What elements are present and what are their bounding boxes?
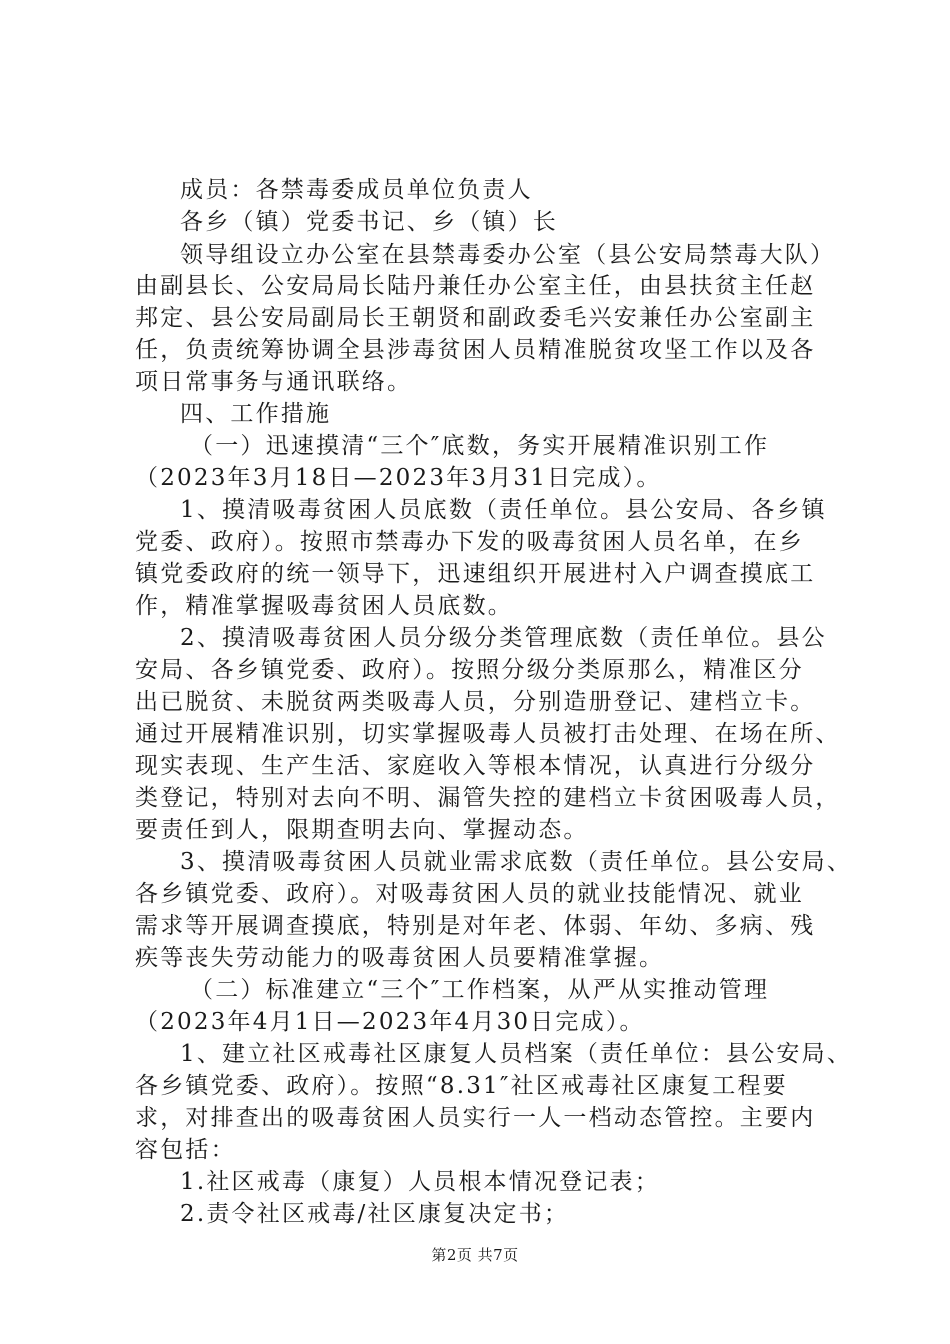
text-line: （2023年3月18日—2023年3月31日完成）。 xyxy=(135,465,662,491)
text-line: 求，对排查出的吸毒贫困人员实行一人一档动态管控。主要内 xyxy=(135,1105,816,1131)
text-line: 项日常事务与通讯联络。 xyxy=(135,369,413,395)
text-line: 要责任到人，限期查明去向、掌握动态。 xyxy=(135,817,589,843)
text-line: 3、摸清吸毒贫困人员就业需求底数（责任单位。县公安局、 xyxy=(180,849,853,875)
subsection-heading: （二）标准建立“三个″工作档案，从严从实推动管理 xyxy=(190,977,770,1003)
text-line: 各乡镇党委、政府）。按照“8.31″社区戒毒社区康复工程要 xyxy=(135,1073,788,1099)
section-heading: 四、工作措施 xyxy=(180,401,332,427)
text-line: 容包括： xyxy=(135,1137,236,1163)
text-line: 领导组设立办公室在县禁毒委办公室（县公安局禁毒大队） xyxy=(180,242,836,268)
text-line: 类登记，特别对去向不明、漏管失控的建档立卡贫困吸毒人员， xyxy=(135,785,841,811)
text-line: 由副县长、公安局局长陆丹兼任办公室主任，由县扶贫主任赵 xyxy=(135,273,816,299)
page-number-footer: 第2页 共7页 xyxy=(431,1246,519,1264)
text-line: 邦定、县公安局副局长王朝贤和副政委毛兴安兼任办公室副主 xyxy=(135,305,816,331)
text-line: 2、摸清吸毒贫困人员分级分类管理底数（责任单位。县公 xyxy=(180,625,827,651)
text-line: 出已脱贫、未脱贫两类吸毒人员，分别造册登记、建档立卡。 xyxy=(135,689,816,715)
list-item: 1.社区戒毒（康复）人员根本情况登记表； xyxy=(180,1169,660,1195)
subsection-heading: （一）迅速摸清“三个″底数，务实开展精准识别工作 xyxy=(190,433,770,459)
text-line: 成员：各禁毒委成员单位负责人 xyxy=(180,177,533,203)
text-line: 各乡（镇）党委书记、乡（镇）长 xyxy=(180,209,558,235)
text-line: 疾等丧失劳动能力的吸毒贫困人员要精准掌握。 xyxy=(135,945,665,971)
text-line: 需求等开展调查摸底，特别是对年老、体弱、年幼、多病、残 xyxy=(135,913,816,939)
text-line: 1、建立社区戒毒社区康复人员档案（责任单位：县公安局、 xyxy=(180,1041,853,1067)
text-line: 安局、各乡镇党委、政府）。按照分级分类原那么，精准区分 xyxy=(135,657,804,683)
text-line: 作，精准掌握吸毒贫困人员底数。 xyxy=(135,593,513,619)
text-line: 任，负责统筹协调全县涉毒贫困人员精准脱贫攻坚工作以及各 xyxy=(135,337,816,363)
list-item: 2.责令社区戒毒/社区康复决定书； xyxy=(180,1201,570,1227)
text-line: 镇党委政府的统一领导下，迅速组织开展进村入户调查摸底工 xyxy=(135,561,816,587)
text-line: 1、摸清吸毒贫困人员底数（责任单位。县公安局、各乡镇 xyxy=(180,497,827,523)
text-line: 现实表现、生产生活、家庭收入等根本情况，认真进行分级分 xyxy=(135,753,816,779)
text-line: （2023年4月1日—2023年4月30日完成）。 xyxy=(135,1009,645,1035)
text-line: 党委、政府）。按照市禁毒办下发的吸毒贫困人员名单，在乡 xyxy=(135,529,804,555)
text-line: 各乡镇党委、政府）。对吸毒贫困人员的就业技能情况、就业 xyxy=(135,881,804,907)
text-line: 通过开展精准识别，切实掌握吸毒人员被打击处理、在场在所、 xyxy=(135,721,841,747)
